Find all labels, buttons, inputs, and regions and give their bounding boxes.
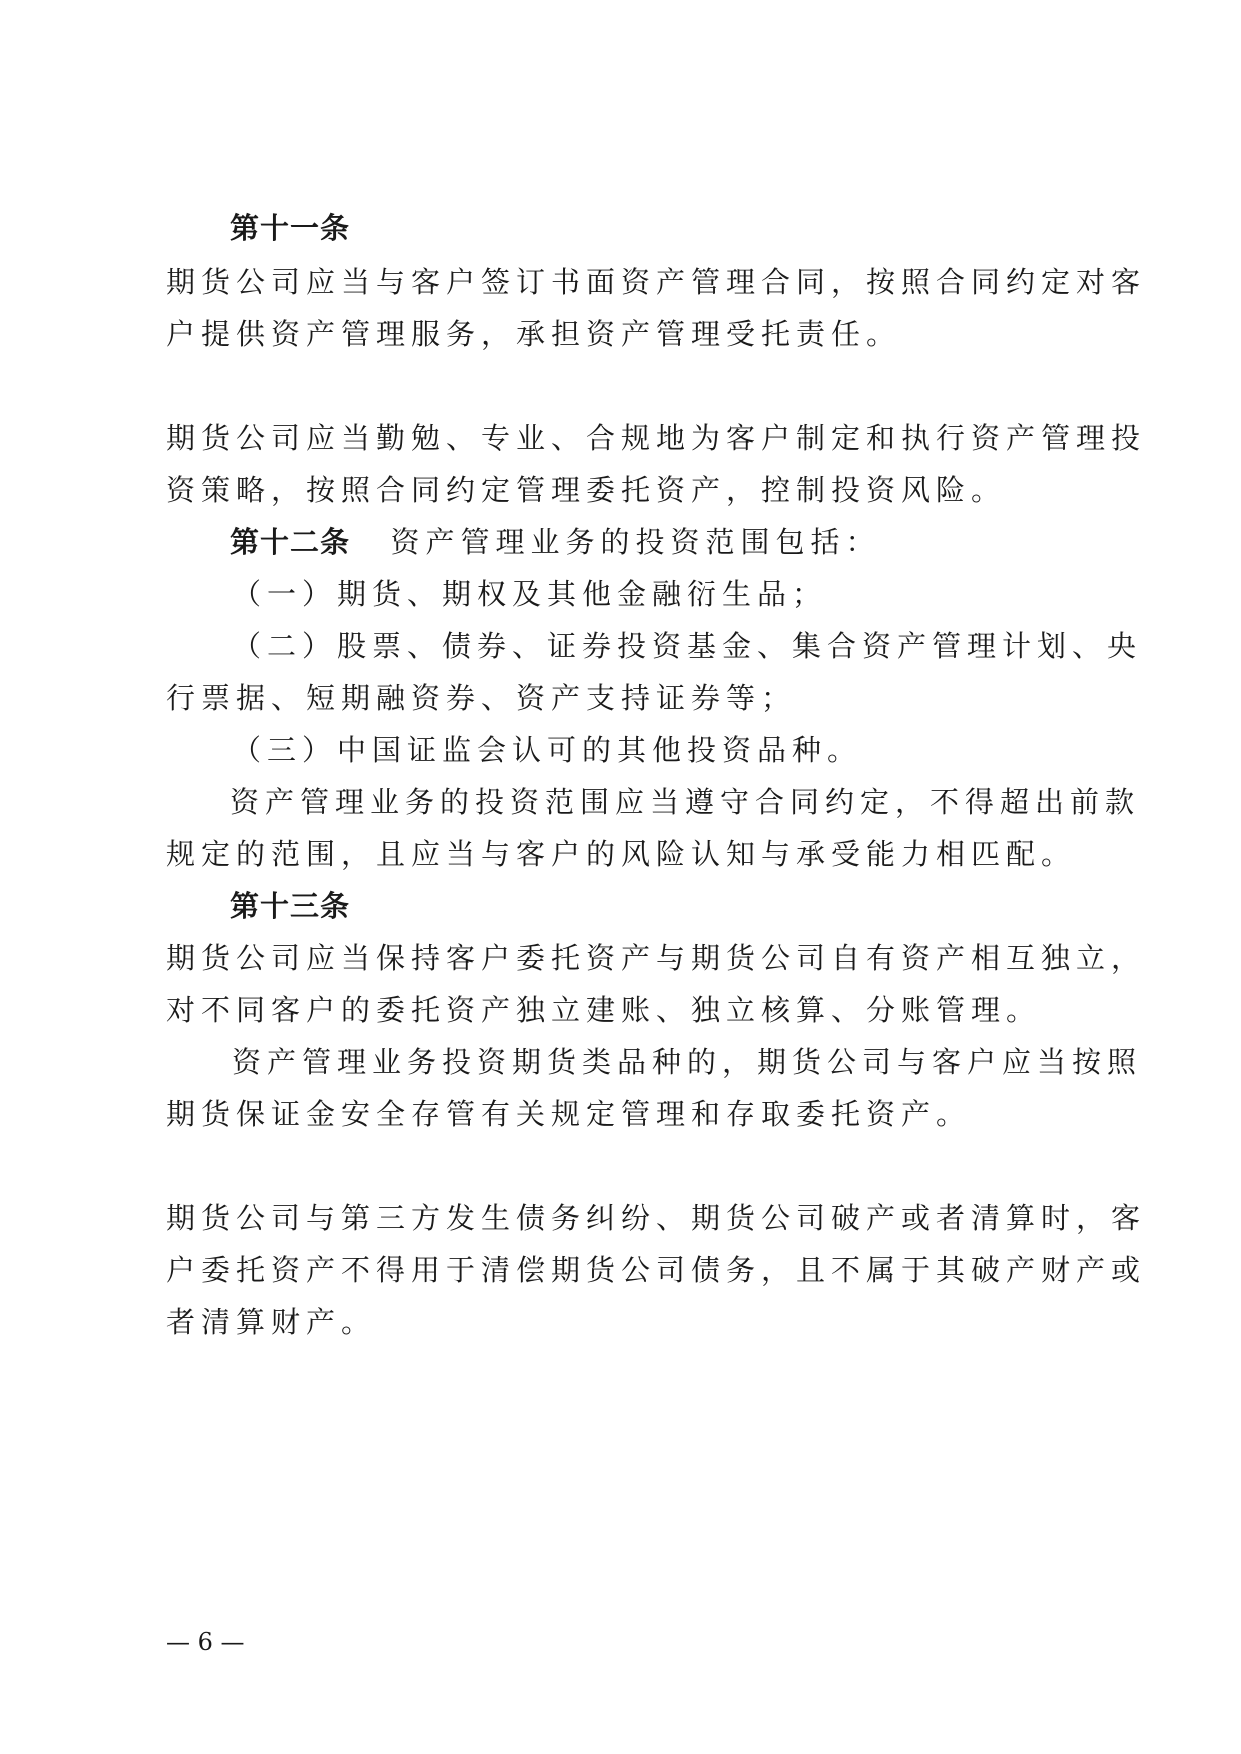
- article-13-paragraph-1-line-2: 对不同客户的委托资产独立建账、独立核算、分账管理。: [166, 993, 1042, 1027]
- article-13-heading: 第十三条: [230, 889, 351, 923]
- article-12-paragraph-line-1: 资产管理业务的投资范围应当遵守合同约定，不得超出前款: [230, 785, 1141, 819]
- article-12-paragraph-line-2: 规定的范围，且应当与客户的风险认知与承受能力相匹配。: [166, 837, 1077, 871]
- article-11-paragraph-1-line-1: 期货公司应当与客户签订书面资产管理合同，按照合同约定对客: [166, 265, 1147, 299]
- article-11-heading: 第十一条: [230, 211, 351, 245]
- article-12-item-1: （一）期货、期权及其他金融衍生品；: [232, 577, 828, 611]
- article-12-intro: 资产管理业务的投资范围包括：: [390, 525, 881, 559]
- article-11-paragraph-2-line-1: 期货公司应当勤勉、专业、合规地为客户制定和执行资产管理投: [166, 421, 1147, 455]
- article-12-item-2-line-1: （二）股票、债券、证券投资基金、集合资产管理计划、央: [232, 629, 1143, 663]
- page-number: — 6 —: [166, 1628, 245, 1656]
- article-12-heading: 第十二条: [230, 525, 351, 559]
- article-13-paragraph-3-line-2: 户委托资产不得用于清偿期货公司债务，且不属于其破产财产或: [166, 1253, 1147, 1287]
- article-13-paragraph-3-line-3: 者清算财产。: [166, 1305, 377, 1339]
- article-11-paragraph-2-line-2: 资策略，按照合同约定管理委托资产，控制投资风险。: [166, 473, 1007, 507]
- article-13-paragraph-2-line-2: 期货保证金安全存管有关规定管理和存取委托资产。: [166, 1097, 972, 1131]
- article-13-paragraph-2-line-1: 资产管理业务投资期货类品种的，期货公司与客户应当按照: [232, 1045, 1143, 1079]
- article-11-paragraph-1-line-2: 户提供资产管理服务，承担资产管理受托责任。: [166, 317, 902, 351]
- article-13-paragraph-1-line-1: 期货公司应当保持客户委托资产与期货公司自有资产相互独立，: [166, 941, 1147, 975]
- article-13-paragraph-3-line-1: 期货公司与第三方发生债务纠纷、期货公司破产或者清算时，客: [166, 1201, 1147, 1235]
- article-12-line: [230, 522, 1140, 562]
- article-12-item-3: （三）中国证监会认可的其他投资品种。: [232, 733, 863, 767]
- article-12-item-2-line-2: 行票据、短期融资券、资产支持证券等；: [166, 681, 797, 715]
